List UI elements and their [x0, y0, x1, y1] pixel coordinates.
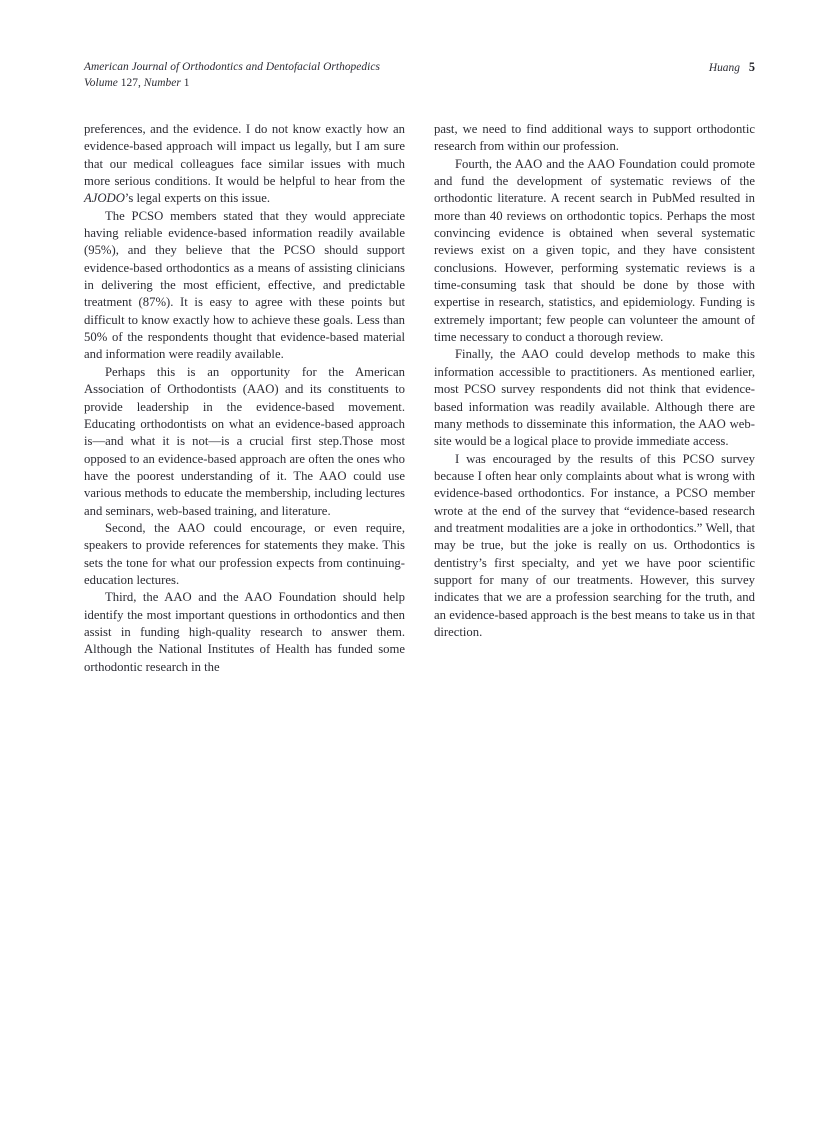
running-header-journal [84, 60, 380, 91]
issue-label: Number [143, 76, 181, 89]
text-before-journal-abbrev: preferences, and the evidence. I do not know exactly how an evidence-based approach will impact us legally, but I am sure that our medical colleagues face similar issues with much more serious conditions. It would be helpful to hear from the [84, 122, 405, 189]
paragraph-second: Second, the AAO could encourage, or even require, speakers to provide references for statements they make. This sets the tone for what our profession expects from continuing-education lectures. [84, 520, 405, 587]
journal-abbreviation: AJODO [84, 191, 125, 206]
paragraph-opportunity-aao: Perhaps this is an opportunity for the American Association of Orthodontists (AAO) and its constituents to provide leadership in the evidence-based movement. Educating orthodontists on what an evidence-based approach is—and what it is not—is a crucial first step.Those most opposed to an evidence-based approach are often the ones who have the poorest understanding of it. The AAO could use various methods to educate the membership, including lectures and seminars, web-based training, and literature. [84, 364, 405, 518]
paragraph-encouraged: I was encouraged by the results of this PCSO survey because I often hear only complaints about what is wrong with evidence-based orthodontics. For instance, a PCSO member wrote at the end of the survey that “evidence-based research and treatment modalities are a joke in orthodontics.” Well, that may be true, but the joke is really on us. Orthodontics is dentistry’s first specialty, and yet we have poor scientific support for many of our treatments. However, this survey indicates that we are a profession searching for the truth, and an evidence-based approach is the best means to take us in that direction. [434, 451, 755, 639]
journal-title: American Journal of Orthodontics and Dentofacial Orthopedics [84, 61, 380, 73]
volume-label: Volume [84, 76, 118, 89]
paragraph-fourth: Fourth, the AAO and the AAO Foundation could promote and fund the development of systematic reviews of the orthodontic literature. A recent search in PubMed resulted in more than 40 reviews on orthodontic topics. Perhaps the most convincing evidence is obtained when several systematic reviews exist on a given topic, and they have consistent conclusions. However, performing systematic reviews is a time-consuming task that should be done by those with expertise in research, statistics, and epidemiology. Funding is extremely important; few people can volunteer the amount of time necessary to conduct a thorough review. [434, 156, 755, 345]
paragraph-past-continued: past, we need to find additional ways to support orthodontic research from within our profession. [434, 122, 755, 154]
author-name: Huang [708, 62, 740, 74]
right-column [434, 121, 755, 641]
running-header-author-page [709, 60, 755, 77]
paragraph-third: Third, the AAO and the AAO Foundation should help identify the most important questions in orthodontics and then assist in funding high-quality research to answer them. Although the National Institutes of Health has funded some orthodontic research in the [84, 590, 405, 674]
paragraph-finally: Finally, the AAO could develop methods to make this information accessible to practitioners. As mentioned earlier, most PCSO survey respondents did not think that evidence-based information was readily available. Although there are many methods to disseminate this information, the AAO web-site would be a logical place to provide immediate access. [434, 347, 755, 449]
issue-number: 1 [183, 76, 190, 89]
journal-volume-line [84, 76, 380, 92]
paragraph-pcso-members: The PCSO members stated that they would appreciate having reliable evidence-based information readily available (95%), and they believe that the PCSO should support evidence-based orthodontics as a means of assisting clinicians in delivering the most efficient, effective, and predictable treatment (87%). It is easy to agree with these points but difficult to know exactly how to achieve these goals. Less than 50% of the respondents thought that evidence-based material and information were readily available. [84, 208, 405, 362]
paragraph-continued-evidence [84, 121, 405, 208]
running-header [84, 60, 755, 94]
volume-number: 127, [120, 76, 141, 89]
page-number: 5 [748, 60, 755, 74]
left-column [84, 121, 405, 676]
text-after-journal-abbrev: ’s legal experts on this issue. [124, 191, 271, 206]
